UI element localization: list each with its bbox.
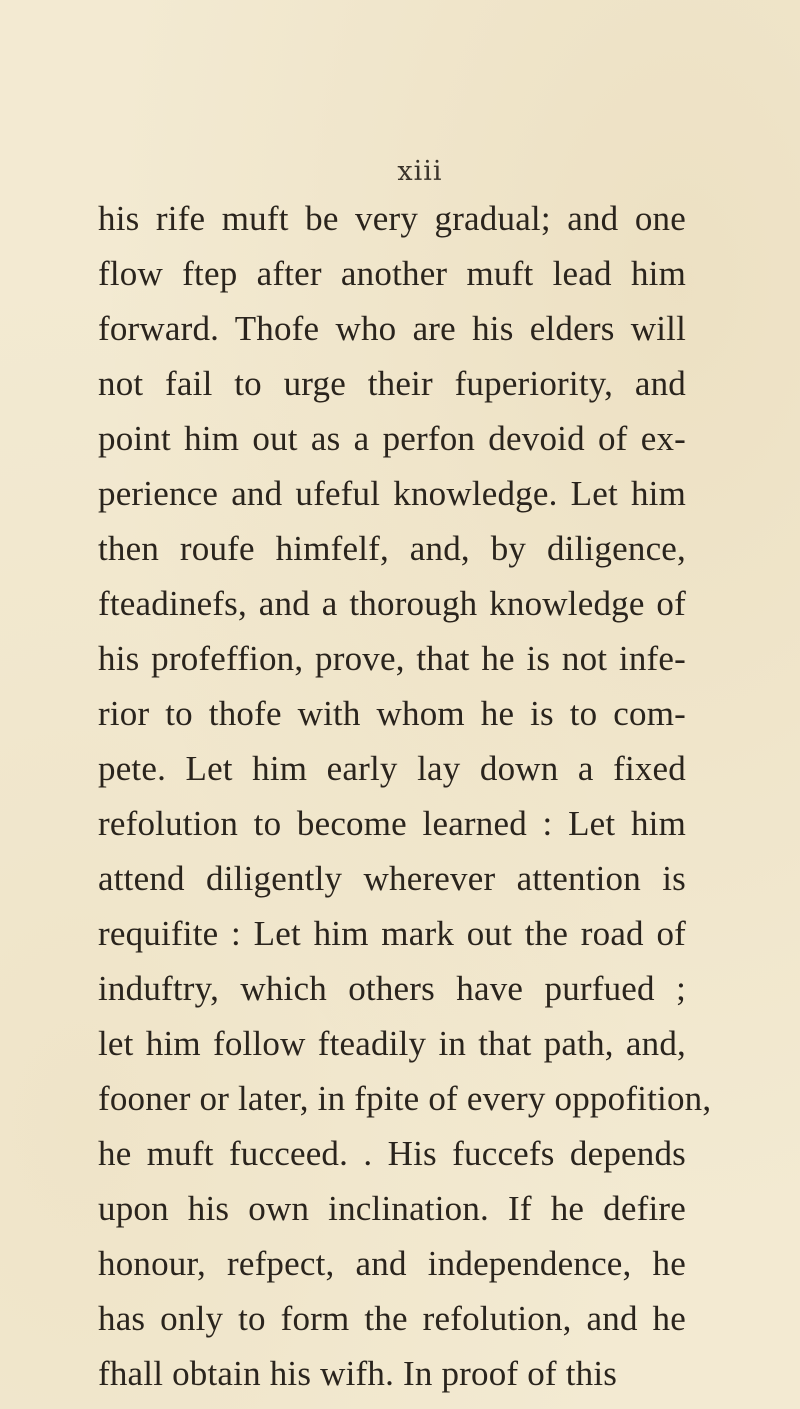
text-line: perience and ufeful knowledge. Let him bbox=[98, 474, 686, 513]
text-line: then roufe himfelf, and, by diligence, bbox=[98, 529, 686, 568]
text-line: fteadinefs, and a thorough knowledge of bbox=[98, 584, 686, 623]
text-line: attend diligently wherever attention is bbox=[98, 859, 686, 898]
text-line: has only to form the refolution, and he bbox=[98, 1299, 686, 1338]
text-line: honour, refpect, and independence, he bbox=[98, 1244, 686, 1283]
text-line: pete. Let him early lay down a fixed bbox=[98, 749, 686, 788]
text-line: forward. Thofe who are his elders will bbox=[98, 309, 686, 348]
text-line: refolution to become learned : Let him bbox=[98, 804, 686, 843]
text-line: his profeffion, prove, that he is not infe- bbox=[98, 639, 686, 678]
text-line: fooner or later, in fpite of every oppofition, bbox=[98, 1079, 712, 1118]
text-line: requifite : Let him mark out the road of bbox=[98, 914, 686, 953]
text-line: not fail to urge their fuperiority, and bbox=[98, 364, 686, 403]
text-line: flow ftep after another muft lead him bbox=[98, 254, 686, 293]
text-line: point him out as a perfon devoid of ex- bbox=[98, 419, 686, 458]
text-line: fhall obtain his wifh. In proof of this bbox=[98, 1354, 618, 1393]
text-line: his rife muft be very gradual; and one bbox=[98, 199, 686, 238]
text-line: induftry, which others have purfued ; bbox=[98, 969, 686, 1008]
body-text bbox=[98, 191, 712, 1401]
text-line: upon his own inclination. If he defire bbox=[98, 1189, 686, 1228]
text-line: rior to thofe with whom he is to com- bbox=[98, 694, 686, 733]
text-line: he muft fucceed. . His fuccefs depends bbox=[98, 1134, 686, 1173]
text-line: let him follow fteadily in that path, and, bbox=[98, 1024, 686, 1063]
page-number: xiii bbox=[397, 156, 443, 187]
